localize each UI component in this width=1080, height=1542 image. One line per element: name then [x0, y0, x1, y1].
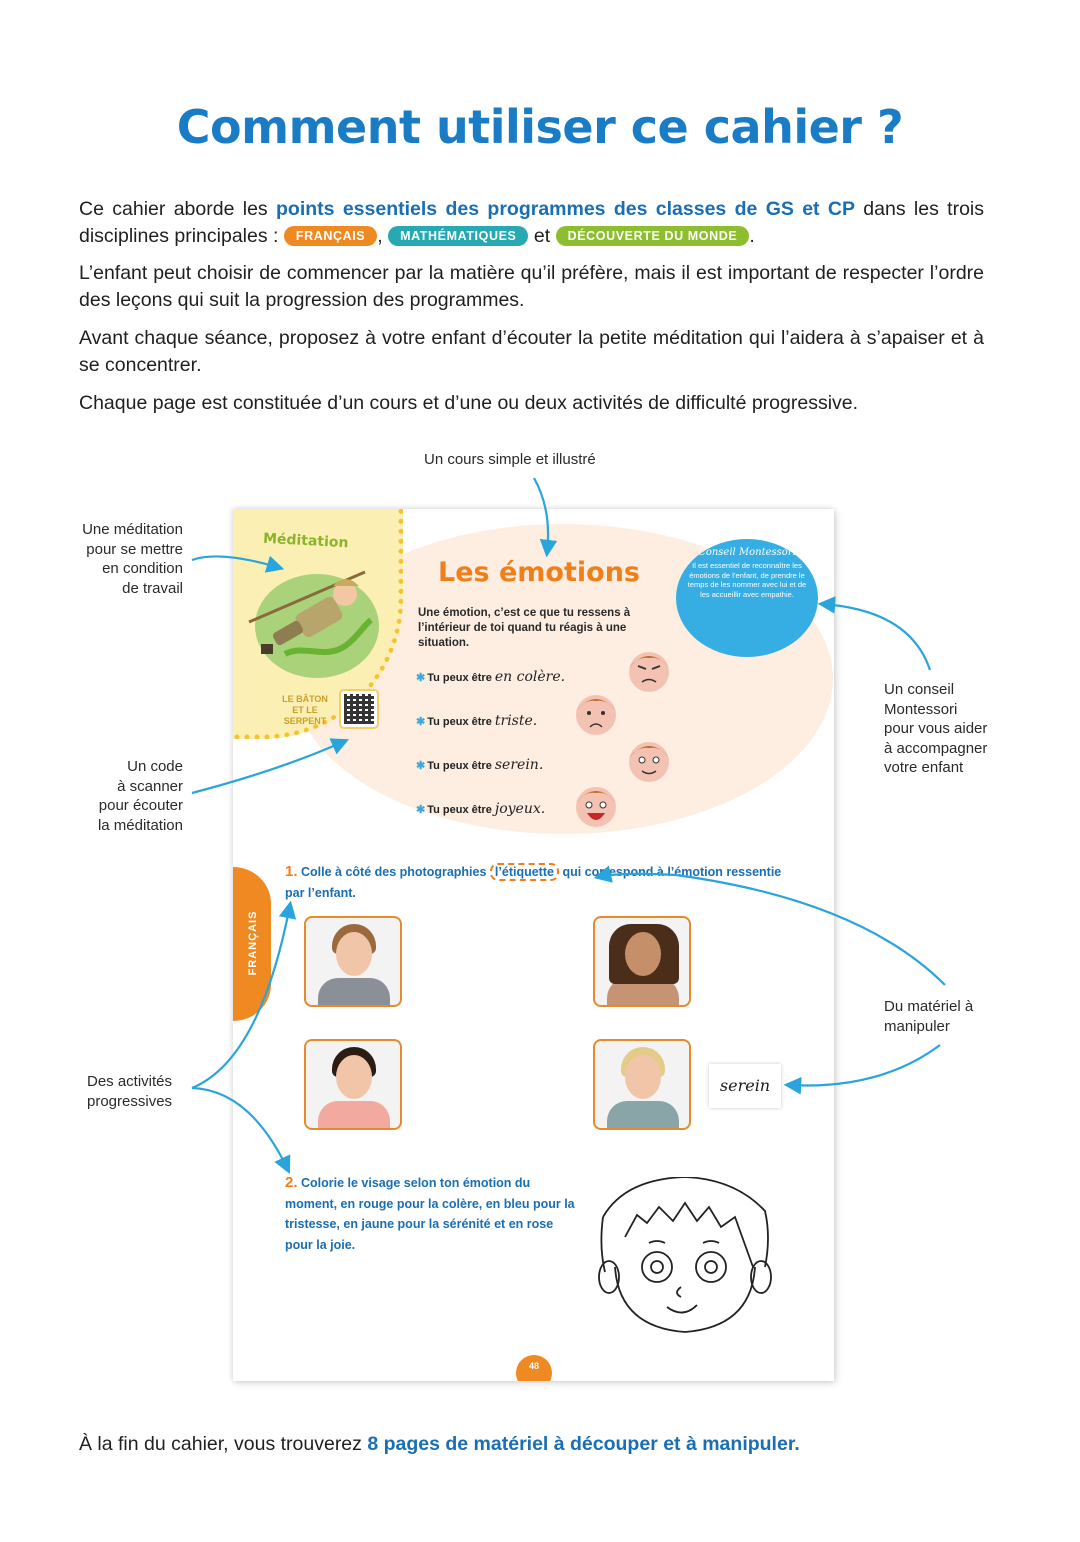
emotion-prefix: Tu peux être: [427, 804, 495, 816]
callout-line: progressives: [87, 1092, 173, 1110]
caption-line: ET LE SERPENT: [283, 705, 327, 726]
activity-text: Colorie le visage selon ton émotion du moment, en rouge pour la colère, en bleu pour la tristesse, en jaune pour la sérénité et en rose pour la joie.: [285, 1176, 575, 1252]
emotion-row-joyeux: [416, 801, 545, 817]
callout-line: pour écouter: [98, 797, 183, 814]
subject-pill-decouverte: DÉCOUVERTE DU MONDE: [556, 226, 750, 246]
cutout-label-sticker[interactable]: serein: [709, 1064, 781, 1108]
serene-face-icon: [626, 734, 672, 784]
intro-paragraph-3: Avant chaque séance, proposez à votre enfant d’écouter la petite méditation qui l’aidera à s’apaiser et à se concentrer.: [79, 327, 984, 376]
page-title: Comment utiliser ce cahier ?: [176, 100, 904, 154]
montessori-tip: [676, 539, 818, 657]
star-icon: ✱: [416, 804, 426, 816]
callout-line: Un code: [127, 758, 183, 775]
callout-line: manipuler: [884, 1017, 950, 1035]
footer-text: À la fin du cahier, vous trouverez: [79, 1433, 368, 1455]
callout-line: Du matériel à: [884, 998, 974, 1015]
activity-text: qui correspond à l’émotion ressentie par l’enfant.: [285, 865, 782, 900]
callout-line: à scanner: [117, 777, 183, 795]
arrow-montessori-icon: [822, 604, 930, 670]
meditation-illustration: [245, 564, 385, 684]
emotion-row-serein: [416, 757, 543, 773]
callout-cours: Un cours simple et illustré: [424, 451, 596, 468]
callout-montessori: [884, 680, 987, 778]
callout-activites: [87, 1072, 172, 1111]
intro-paragraph-4: Chaque page est constituée d’un cours et d’une ou deux activités de difficulté progressive.: [79, 392, 859, 414]
montessori-title: Conseil Montessori: [698, 547, 796, 558]
subject-side-tab: [233, 867, 271, 1021]
emotion-word: triste.: [494, 713, 538, 729]
emotion-word: serein.: [494, 757, 544, 773]
emotion-row-colere: [416, 669, 565, 685]
footer-note: [79, 1433, 800, 1456]
photo-crying-girl: [304, 1039, 402, 1130]
emotion-word: joyeux.: [494, 801, 546, 817]
callout-line: de travail: [122, 579, 183, 597]
callout-materiel: [884, 997, 973, 1036]
emotion-word: en colère.: [494, 669, 566, 685]
star-icon: ✱: [416, 716, 426, 728]
callout-line: Montessori: [884, 700, 958, 718]
meditation-title: Méditation: [262, 530, 349, 552]
sad-face-icon: [573, 687, 619, 737]
subject-pill-francais: FRANÇAIS: [284, 226, 377, 246]
montessori-text: Il est essentiel de reconnaître les émotions de l’enfant, de prendre le temps de les nommer avec lui et de les accueillir avec empathie.: [687, 561, 807, 599]
intro-text: dans les trois disciplines principales :: [79, 198, 985, 247]
side-tab-label: FRANÇAIS: [247, 910, 259, 976]
meditation-caption: [273, 694, 337, 727]
callout-meditation: [40, 520, 183, 598]
callout-code: [40, 757, 183, 835]
subject-pill-mathematiques: MATHÉMATIQUES: [388, 226, 528, 246]
label-highlight: l’étiquette: [490, 863, 559, 881]
intro-paragraph-1: [79, 196, 984, 250]
activity-2: [285, 1173, 575, 1255]
separator: et: [528, 225, 556, 247]
photo-smiling-girl: [593, 916, 691, 1007]
callout-line: en condition: [102, 560, 183, 577]
separator: .: [749, 225, 755, 247]
photo-angry-boy: [304, 916, 402, 1007]
callout-line: pour vous aider: [884, 720, 988, 737]
qr-code[interactable]: [339, 689, 379, 729]
callout-line: pour se mettre: [86, 540, 183, 558]
callout-line: à accompagner: [884, 739, 988, 757]
emotion-prefix: Tu peux être: [427, 716, 495, 728]
activity-1: [285, 862, 785, 903]
angry-face-icon: [626, 644, 672, 694]
separator: ,: [377, 225, 383, 247]
activity-number: 2.: [285, 1174, 298, 1191]
caption-line: LE BÂTON: [282, 694, 328, 704]
callout-line: votre enfant: [884, 759, 964, 776]
intro-highlight: points essentiels des programmes des classes de GS et CP: [276, 198, 855, 220]
happy-face-icon: [573, 779, 619, 829]
emotion-prefix: Tu peux être: [427, 672, 495, 684]
page-number: 48: [516, 1355, 552, 1381]
lesson-definition: Une émotion, c’est ce que tu ressens à l’intérieur de toi quand tu réagis à une situation.: [418, 607, 631, 649]
star-icon: ✱: [416, 760, 426, 772]
callout-line: Un conseil: [884, 681, 955, 698]
intro-paragraph-2: L’enfant peut choisir de commencer par la matière qu’il préfère, mais il est important de respecter l’ordre des leçons qui suit la progression des programmes.: [79, 262, 984, 311]
intro-text: Ce cahier aborde les: [79, 198, 277, 220]
activity-number: 1.: [285, 863, 298, 880]
emotion-row-triste: [416, 713, 537, 729]
face-coloring-drawing: [585, 1177, 785, 1342]
sample-page: [233, 509, 834, 1381]
emotion-prefix: Tu peux être: [427, 760, 495, 772]
star-icon: ✱: [416, 672, 426, 684]
callout-line: la méditation: [97, 816, 183, 834]
qr-code-icon: [344, 694, 374, 724]
photo-calm-boy: [593, 1039, 691, 1130]
callout-line: Une méditation: [82, 521, 183, 538]
footer-highlight: 8 pages de matériel à découper et à manipuler.: [367, 1433, 800, 1455]
callout-line: Des activités: [87, 1073, 173, 1090]
lesson-title: Les émotions: [438, 557, 640, 588]
activity-text: Colle à côté des photographies: [297, 865, 490, 879]
